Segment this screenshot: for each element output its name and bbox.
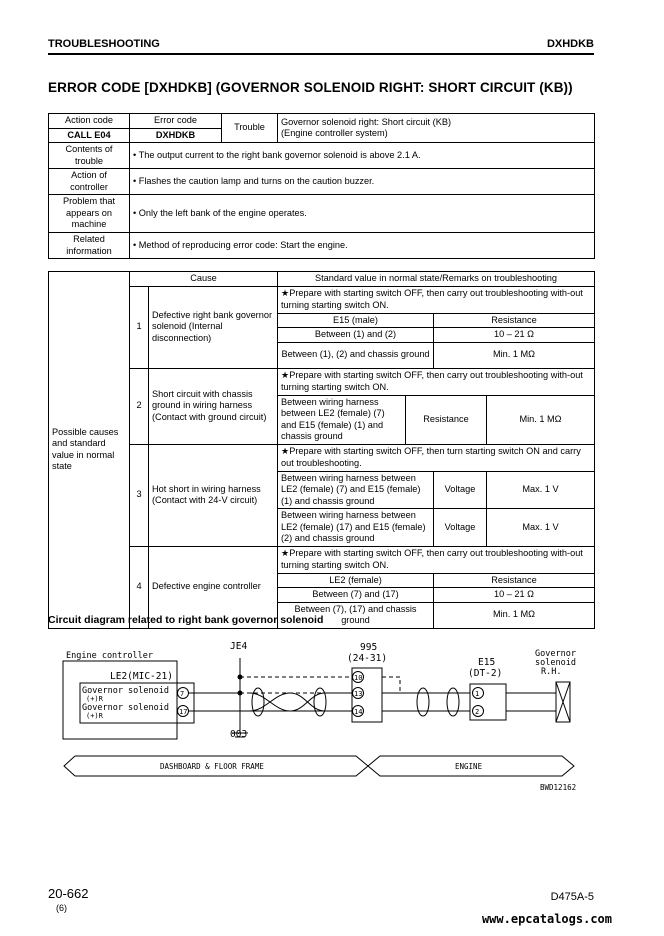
je4-label: JE4 bbox=[230, 641, 248, 652]
causes-table bbox=[48, 271, 595, 629]
cause-3-prep: ★Prepare with starting switch OFF, then turn starting switch ON and carry out troubleshooting. bbox=[278, 444, 595, 471]
cause-3-row2-c: Max. 1 V bbox=[487, 509, 595, 547]
pin-7-label: 7 bbox=[180, 690, 185, 698]
pin-17-label: 17 bbox=[179, 708, 188, 716]
page-revision: (6) bbox=[56, 903, 67, 913]
page-number: 20-662 bbox=[48, 886, 89, 901]
cause-4-col2: Resistance bbox=[434, 573, 595, 588]
e15-type: (DT-2) bbox=[468, 668, 503, 679]
trouble-label: Trouble bbox=[222, 114, 278, 143]
action-code-label: Action code bbox=[49, 114, 130, 129]
error-code-label: Error code bbox=[130, 114, 222, 129]
cause-3-row1-a: Between wiring harness between LE2 (female) (7) and E15 (female) (1) and chassis ground bbox=[278, 471, 434, 509]
diagram-ref: BWD12162 bbox=[540, 783, 577, 792]
cause-3-row1-c: Max. 1 V bbox=[487, 471, 595, 509]
cause-1-col2: Resistance bbox=[434, 313, 595, 328]
e15-label: E15 bbox=[478, 657, 496, 668]
cause-2-text: Short circuit with chassis ground in wiring harness (Contact with ground circuit) bbox=[149, 368, 278, 444]
cause-1-row1-b: 10 – 21 Ω bbox=[434, 328, 595, 343]
action-code: CALL E04 bbox=[49, 128, 130, 143]
contents-label: Contents of trouble bbox=[49, 143, 130, 169]
e15-pin-1-label: 1 bbox=[475, 690, 480, 698]
cause-2-row1-b: Resistance bbox=[406, 395, 487, 444]
standard-header: Standard value in normal state/Remarks on troubleshooting bbox=[278, 272, 595, 287]
cause-4-number: 4 bbox=[130, 546, 149, 628]
cause-4-col1: LE2 (female) bbox=[278, 573, 434, 588]
connector-995-type: (24-31) bbox=[347, 653, 388, 664]
circuit-diagram bbox=[0, 630, 664, 800]
cause-3-number: 3 bbox=[130, 444, 149, 546]
cause-4-prep: ★Prepare with starting switch OFF, then carry out troubleshooting with-out turning starting switch ON. bbox=[278, 546, 595, 573]
error-code: DXHDKB bbox=[130, 128, 222, 143]
cause-1-row1-a: Between (1) and (2) bbox=[278, 328, 434, 343]
circuit-title: Circuit diagram related to right bank governor solenoid bbox=[48, 614, 324, 626]
ground-003-label: 003 bbox=[230, 729, 248, 740]
trouble-line-1: Governor solenoid right: Short circuit (KB) bbox=[281, 116, 452, 127]
related-label: Related information bbox=[49, 233, 130, 259]
cause-3-text: Hot short in wiring harness (Contact with 24-V circuit) bbox=[149, 444, 278, 546]
cause-4-row1-b: 10 – 21 Ω bbox=[434, 588, 595, 603]
pin-10-label: 10 bbox=[354, 674, 363, 682]
cause-3-row2-b: Voltage bbox=[434, 509, 487, 547]
cause-1-row2-b: Min. 1 MΩ bbox=[434, 342, 595, 368]
solenoid-label-1: Governor bbox=[535, 649, 576, 659]
gov-sol-1-label: Governor solenoid bbox=[82, 686, 169, 696]
cause-4-row2-a: Between (7), (17) and chassis ground bbox=[278, 602, 434, 628]
gov-sol-1-sub: (+)R bbox=[86, 695, 103, 703]
trouble-description bbox=[278, 114, 595, 143]
action-label: Action of controller bbox=[49, 169, 130, 195]
watermark: www.epcatalogs.com bbox=[481, 912, 612, 926]
pin-14-label: 14 bbox=[354, 708, 363, 716]
section-header: TROUBLESHOOTING bbox=[48, 38, 160, 50]
cause-2-prep: ★Prepare with starting switch OFF, then carry out troubleshooting with-out turning starting switch ON. bbox=[278, 368, 595, 395]
cause-4-row1-a: Between (7) and (17) bbox=[278, 588, 434, 603]
cause-header: Cause bbox=[130, 272, 278, 287]
header-code: DXHDKB bbox=[546, 38, 594, 50]
cause-1-row2-a: Between (1), (2) and chassis ground bbox=[278, 342, 434, 368]
cause-4-row2-b: Min. 1 MΩ bbox=[434, 602, 595, 628]
cause-2-row1-c: Min. 1 MΩ bbox=[487, 395, 595, 444]
contents-text: • The output current to the right bank governor solenoid is above 2.1 A. bbox=[130, 143, 595, 169]
cause-3-row2-a: Between wiring harness between LE2 (female) (17) and E15 (female) (2) and chassis ground bbox=[278, 509, 434, 547]
frame-left-label: DASHBOARD & FLOOR FRAME bbox=[160, 762, 264, 771]
cause-2-row1-a: Between wiring harness between LE2 (female) (7) and E15 (female) (1) and chassis ground bbox=[278, 395, 406, 444]
cause-1-text: Defective right bank governor solenoid (Internal disconnection) bbox=[149, 286, 278, 368]
cause-1-prep: ★Prepare with starting switch OFF, then carry out troubleshooting with-out turning starting switch ON. bbox=[278, 286, 595, 313]
error-info-table bbox=[48, 113, 595, 259]
related-text: • Method of reproducing error code: Start the engine. bbox=[130, 233, 595, 259]
engine-controller-label: Engine controller bbox=[66, 651, 153, 661]
gov-sol-2-label: Governor solenoid bbox=[82, 703, 169, 713]
action-text: • Flashes the caution lamp and turns on the caution buzzer. bbox=[130, 169, 595, 195]
frame-right-label: ENGINE bbox=[455, 762, 483, 771]
solenoid-label-3: R.H. bbox=[541, 667, 562, 677]
causes-side-label: Possible causes and standard value in normal state bbox=[49, 272, 130, 629]
cause-2-number: 2 bbox=[130, 368, 149, 444]
le2-label: LE2(MIC-21) bbox=[110, 671, 173, 682]
problem-text: • Only the left bank of the engine operates. bbox=[130, 195, 595, 233]
e15-pin-2-label: 2 bbox=[475, 708, 480, 716]
connector-995-label: 995 bbox=[360, 642, 378, 653]
header-rule bbox=[48, 53, 594, 55]
model-number: D475A-5 bbox=[550, 891, 594, 903]
cause-1-number: 1 bbox=[130, 286, 149, 368]
cause-3-row1-b: Voltage bbox=[434, 471, 487, 509]
problem-label: Problem that appears on machine bbox=[49, 195, 130, 233]
trouble-line-2: (Engine controller system) bbox=[281, 128, 388, 138]
solenoid-label-2: solenoid bbox=[535, 658, 576, 668]
pin-13-label: 13 bbox=[354, 690, 363, 698]
page-title: ERROR CODE [DXHDKB] (GOVERNOR SOLENOID RIGHT: SHORT CIRCUIT (KB)) bbox=[48, 80, 573, 95]
cause-1-col1: E15 (male) bbox=[278, 313, 434, 328]
gov-sol-2-sub: (+)R bbox=[86, 712, 103, 720]
cause-4-text: Defective engine controller bbox=[149, 546, 278, 628]
